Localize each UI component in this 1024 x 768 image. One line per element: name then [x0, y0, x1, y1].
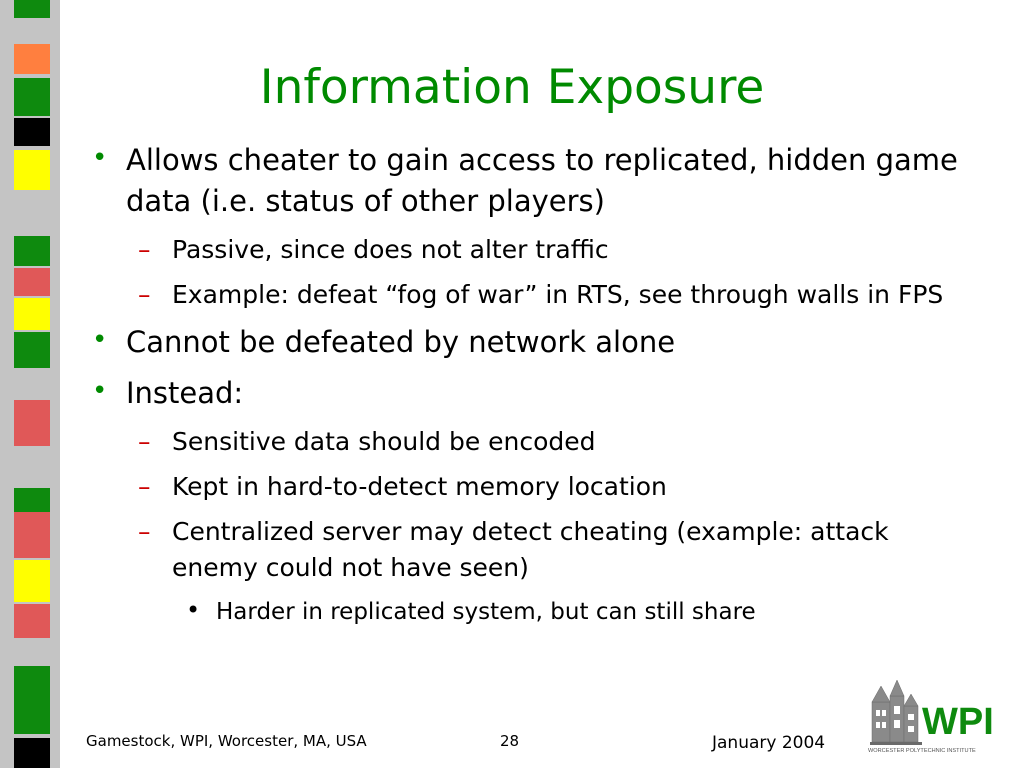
sub-bullet-item [88, 232, 968, 268]
stripe-block [14, 666, 50, 734]
bullet-marker: • [92, 143, 108, 173]
slide-body [88, 140, 968, 629]
sub-bullet-text: Sensitive data should be encoded [172, 427, 596, 456]
footer-event: Gamestock, WPI, Worcester, MA, USA [86, 732, 367, 750]
bullet-text: Allows cheater to gain access to replicated, hidden game data (i.e. status of other players) [126, 143, 958, 218]
decorative-side-stripe [0, 0, 60, 768]
bullet-text: Cannot be defeated by network alone [126, 325, 676, 359]
sub-bullet-item [88, 469, 968, 505]
slide-title: Information Exposure [259, 60, 765, 115]
stripe-block [14, 236, 50, 266]
dash-marker: – [138, 280, 151, 309]
dash-marker: – [138, 427, 151, 456]
bullet-marker: • [186, 596, 201, 624]
sub-bullet-item [88, 277, 968, 313]
stripe-block [14, 400, 50, 446]
stripe-block [14, 0, 50, 18]
bullet-text: Instead: [126, 376, 244, 410]
footer-date: January 2004 [712, 733, 826, 753]
sub-bullet-list [88, 424, 968, 629]
bullet-item [88, 322, 968, 363]
stripe-block [14, 512, 50, 558]
sub-bullet-list [88, 232, 968, 313]
stripe-block [14, 118, 50, 146]
stripe-block [14, 332, 50, 368]
bullet-item [88, 373, 968, 414]
bullet-item [88, 140, 968, 222]
sub-bullet-item [88, 424, 968, 460]
dash-marker: – [138, 472, 151, 501]
logo-letters: WPI [922, 701, 994, 743]
sub-bullet-text: Passive, since does not alter traffic [172, 235, 609, 264]
sub-bullet-text: Example: defeat “fog of war” in RTS, see through walls in FPS [172, 280, 944, 309]
stripe-block [14, 604, 50, 638]
dash-marker: – [138, 517, 151, 546]
bullet-marker: • [92, 376, 108, 406]
sub-bullet-item [88, 514, 968, 586]
sub-sub-bullet-item [88, 595, 968, 629]
logo-tagline: WORCESTER POLYTECHNIC INSTITUTE [868, 748, 976, 754]
sub-sub-bullet-text: Harder in replicated system, but can still share [216, 599, 756, 625]
sub-bullet-text: Centralized server may detect cheating (example: attack enemy could not have seen) [172, 517, 889, 582]
stripe-block [14, 150, 50, 190]
sub-bullet-text: Kept in hard-to-detect memory location [172, 472, 667, 501]
stripe-block [14, 298, 50, 330]
bullet-marker: • [92, 325, 108, 355]
dash-marker: – [138, 235, 151, 264]
footer-page-number: 28 [500, 732, 520, 750]
stripe-block [14, 488, 50, 512]
stripe-block [14, 738, 50, 768]
wpi-logo [866, 676, 1012, 756]
stripe-block [14, 268, 50, 296]
stripe-block [14, 560, 50, 602]
